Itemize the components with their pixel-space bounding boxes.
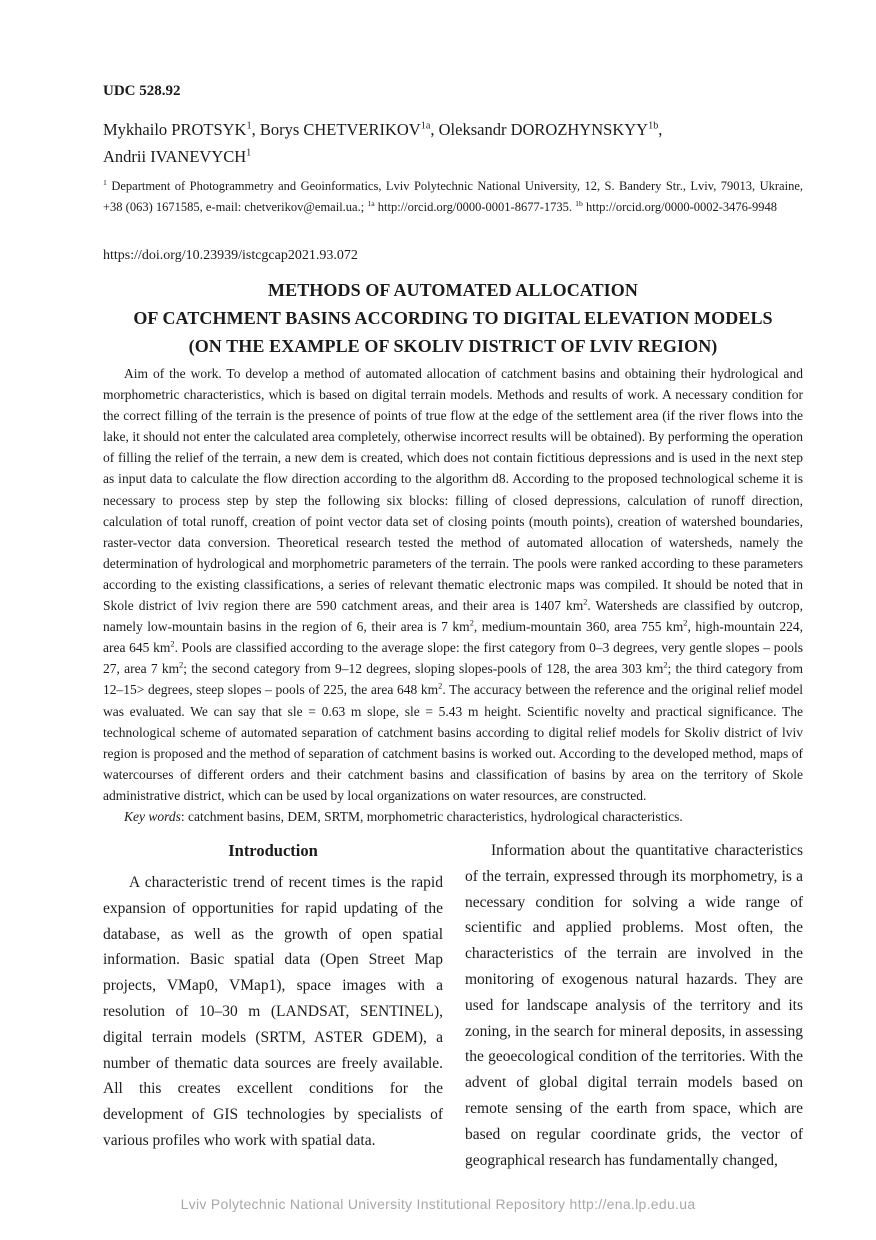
two-column-section xyxy=(103,838,803,1173)
authors-line: Mykhailo PROTSYK$^1$, Borys $CHETVERIKOV^{1a}$, Oleksandr $DOROZHYNSKYY^{1b}$, Andrii IVANEVYCH$^1$ xyxy=(103,120,663,166)
right-column-paragraph: Information about the quantitative characteristics of the terrain, expressed through its morphometry, is a necessary condition for solving a wide range of scientific and applied problems. Most often, the characteristics of the terrain are involved in the monitoring of exogenous natural hazards. They are used for landscape analysis of the territory and its zoning, in the search for mineral deposits, in assessing the geoecological condition of the territories. With the advent of global digital terrain models based on remote sensing of the earth from space, which are based on regular coordinate grids, the vector of geographical research has fundamentally changed, xyxy=(465,842,803,1169)
abstract-block xyxy=(103,363,803,827)
repository-watermark: Lviv Polytechnic National University Institutional Repository http://ena.lp.edu.ua xyxy=(180,1196,696,1212)
udc-number: UDC 528.92 xyxy=(103,83,181,99)
keywords-line: Key words: catchment basins, DEM, SRTM, morphometric characteristics, hydrological characteristics. xyxy=(124,808,683,824)
left-column xyxy=(103,838,443,1173)
section-heading-introduction: Introduction xyxy=(228,841,318,860)
affiliation-note: $^1$ Department of Photogrammetry and Geoinformatics, Lviv Polytechnic National University, 12, S. Bandery Str., Lviv, 79013, Ukraine, +38 (063) 1671585, e-mail: chetverikov@email.ua.; $^{1a}$ http://orcid.org/0000-0001-8677-1735. $^{1b}$ http://orcid.org/0000-0002-3476-9948 xyxy=(103,177,803,214)
right-column xyxy=(465,838,803,1173)
article-title: METHODS OF AUTOMATED ALLOCATION OF CATCHMENT BASINS ACCORDING TO DIGITAL ELEVATION MODELS (ON THE EXAMPLE OF SKOLIV DISTRICT OF LVIV REGION) xyxy=(133,280,773,356)
introduction-paragraph: A characteristic trend of recent times is the rapid expansion of opportunities for rapid updating of the database, as well as the growth of open spatial information. Basic spatial data (Open Street Map projects, VMap0, VMap1), space images with a resolution of 10–30 m (LANDSAT, SENTINEL), digital terrain models (SRTM, ASTER GDEM), a number of thematic data sources are freely available. All this creates excellent conditions for the development of GIS technologies by specialists of various profiles who work with spatial data. xyxy=(103,874,443,1149)
abstract-paragraph: Aim of the work. To develop a method of automated allocation of catchment basins and obtaining their hydrological and morphometric characteristics, which is based on digital terrain models. Methods and results of work. A necessary condition for the correct filling of the terrain is the presence of points of true flow at the edge of the settlement area (if the river flows into the lake, it should not enter the calculated area completely, otherwise incorrect results will be obtained). By performing the operation of filling the relief of the terrain, a new dem is created, which does not contain fictitious depressions and is used in the next step as input data to calculate the flow direction according to the algorithm d8. According to the proposed technological scheme it is necessary to process step by step the following six blocks: filling of closed depressions, calculation of runoff direction, calculation of total runoff, creation of point vector data set of closing points (mouth points), creation of watershed boundaries, raster-vector data conversion. Theoretical research tested the method of automated allocation of watersheds, namely the determination of hydrological and morphometric parameters of the terrain. The pools were ranked according to these parameters according to the existing classifications, a series of relevant thematic electronic maps was compiled. It should be noted that in Skole district of lviv region there are 590 catchment areas, and their area is 1407 $km^2$. Watersheds are classified by outcrop, namely low-mountain basins in the region of 6, their area is 7 $km^2$, medium-mountain 360, area 755 $km^2$, high-mountain 224, area 645 $km^2$. Pools are classified according to the average slope: the first category from 0–3 degrees, very gentle slopes – pools 27, area 7 $km^2$; the second category from 9–12 degrees, sloping slopes-pools of 128, the area 303 $km^2$; the third category from 12–15> degrees, steep slopes – pools of 225, the area 648 $km^2$. The accuracy between the reference and the original relief model was evaluated. We can say that sle = 0.63 m slope, sle = 5.43 m height. Scientific novelty and practical significance. The technological scheme of automated separation of catchment basins according to digital relief models for Skoliv district of lviv region is proposed and the method of separation of catchment basins is worked out. According to the developed method, maps of watercourses of different orders and their catchment basins and classification of basins by area on the territory of Skole administrative district, which can be used by local organizations on water resources, are constructed. xyxy=(103,366,803,803)
doi-link[interactable]: https://doi.org/10.23939/istcgcap2021.93.072 xyxy=(103,248,358,263)
